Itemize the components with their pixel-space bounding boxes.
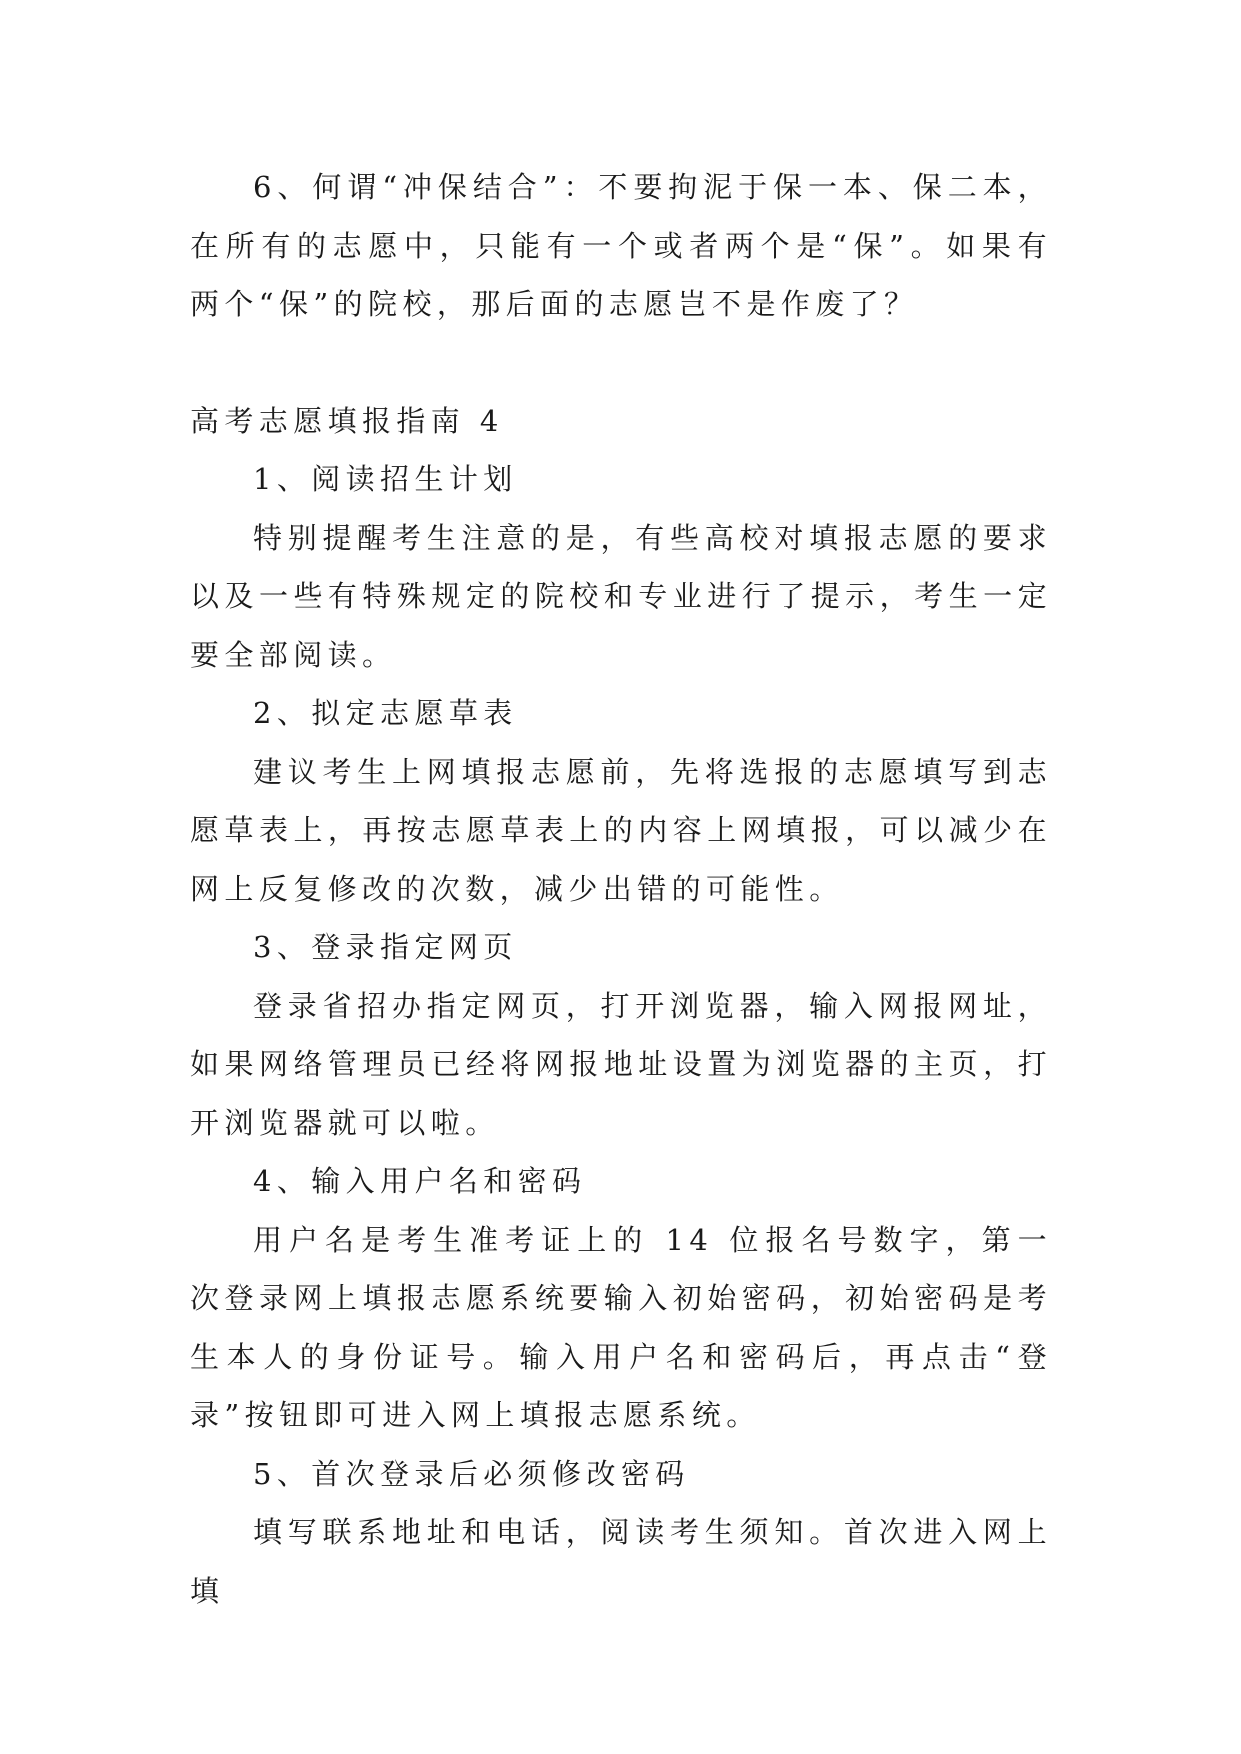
step-text-5: 填写联系地址和电话，阅读考生须知。首次进入网上填 <box>190 1515 1052 1608</box>
step-heading-2: 2、拟定志愿草表 <box>253 696 518 730</box>
document-body <box>190 158 1052 1620</box>
step-text-4: 用户名是考生准考证上的 14 位报名号数字，第一次登录网上填报志愿系统要输入初始密码，初始密码是考生本人的身份证号。输入用户名和密码后，再点击“登录”按钮即可进入网上填报志愿系统。 <box>190 1222 1052 1432</box>
step-heading-3: 3、登录指定网页 <box>253 930 518 964</box>
section-title: 高考志愿填报指南 4 <box>190 403 504 438</box>
step-text-3: 登录省招办指定网页，打开浏览器，输入网报网址，如果网络管理员已经将网报地址设置为浏览器的主页，打开浏览器就可以啦。 <box>190 988 1052 1140</box>
step-heading-5: 5、首次登录后必须修改密码 <box>253 1456 690 1491</box>
step-text-1: 特别提醒考生注意的是，有些高校对填报志愿的要求以及一些有特殊规定的院校和专业进行了提示，考生一定要全部阅读。 <box>190 520 1052 672</box>
step-text-2: 建议考生上网填报志愿前，先将选报的志愿填写到志愿草表上，再按志愿草表上的内容上网填报，可以减少在网上反复修改的次数，减少出错的可能性。 <box>190 754 1052 906</box>
paragraph-item-6: 6、何谓“冲保结合”：不要拘泥于保一本、保二本，在所有的志愿中，只能有一个或者两个是“保”。如果有两个“保”的院校，那后面的志愿岂不是作废了？ <box>190 170 1052 321</box>
step-heading-4: 4、输入用户名和密码 <box>253 1164 587 1198</box>
step-heading-1: 1、阅读招生计划 <box>253 462 518 496</box>
